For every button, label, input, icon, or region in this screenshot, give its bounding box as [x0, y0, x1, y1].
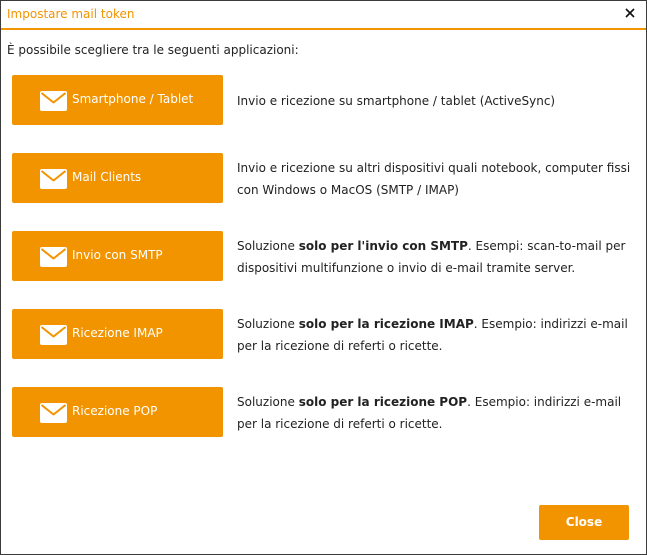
option-description: Invio e ricezione su altri dispositivi quali notebook, computer fissi con Windows o MacOS (SMTP / IMAP) [237, 161, 631, 197]
option-description: Invio e ricezione su smartphone / tablet (ActiveSync) [237, 94, 556, 108]
mail-icon [40, 403, 67, 423]
mail-icon [40, 91, 67, 111]
option-description: Soluzione solo per l'invio con SMTP. Esempi: scan-to-mail per dispositivi multifunzione o invio di e-mail tramite server. [237, 239, 626, 275]
ricezione-imap-button[interactable] [12, 309, 223, 359]
dialog-title: Impostare mail token [7, 7, 135, 21]
option-description: Soluzione solo per la ricezione IMAP. Esempio: indirizzi e-mail per la ricezione di referti o ricette. [237, 317, 628, 353]
option-description: Soluzione solo per la ricezione POP. Esempio: indirizzi e-mail per la ricezione di referti o ricette. [237, 395, 622, 431]
ricezione-pop-button[interactable] [12, 387, 223, 437]
close-button[interactable]: Close [539, 505, 629, 540]
smartphone-tablet-button[interactable] [12, 75, 223, 125]
button-label: Ricezione IMAP [72, 326, 163, 340]
button-label: Ricezione POP [72, 404, 158, 418]
button-label: Invio con SMTP [72, 248, 163, 262]
mail-icon [40, 325, 67, 345]
button-label: Mail Clients [72, 170, 142, 184]
close-icon[interactable] [623, 6, 637, 20]
button-label: Smartphone / Tablet [72, 92, 194, 106]
mail-icon [40, 169, 67, 189]
mail-clients-button[interactable] [12, 153, 223, 203]
intro-text: È possibile scegliere tra le seguenti applicazioni: [7, 43, 299, 57]
mail-icon [40, 247, 67, 267]
invio-smtp-button[interactable] [12, 231, 223, 281]
dialog-titlebar [1, 1, 646, 30]
